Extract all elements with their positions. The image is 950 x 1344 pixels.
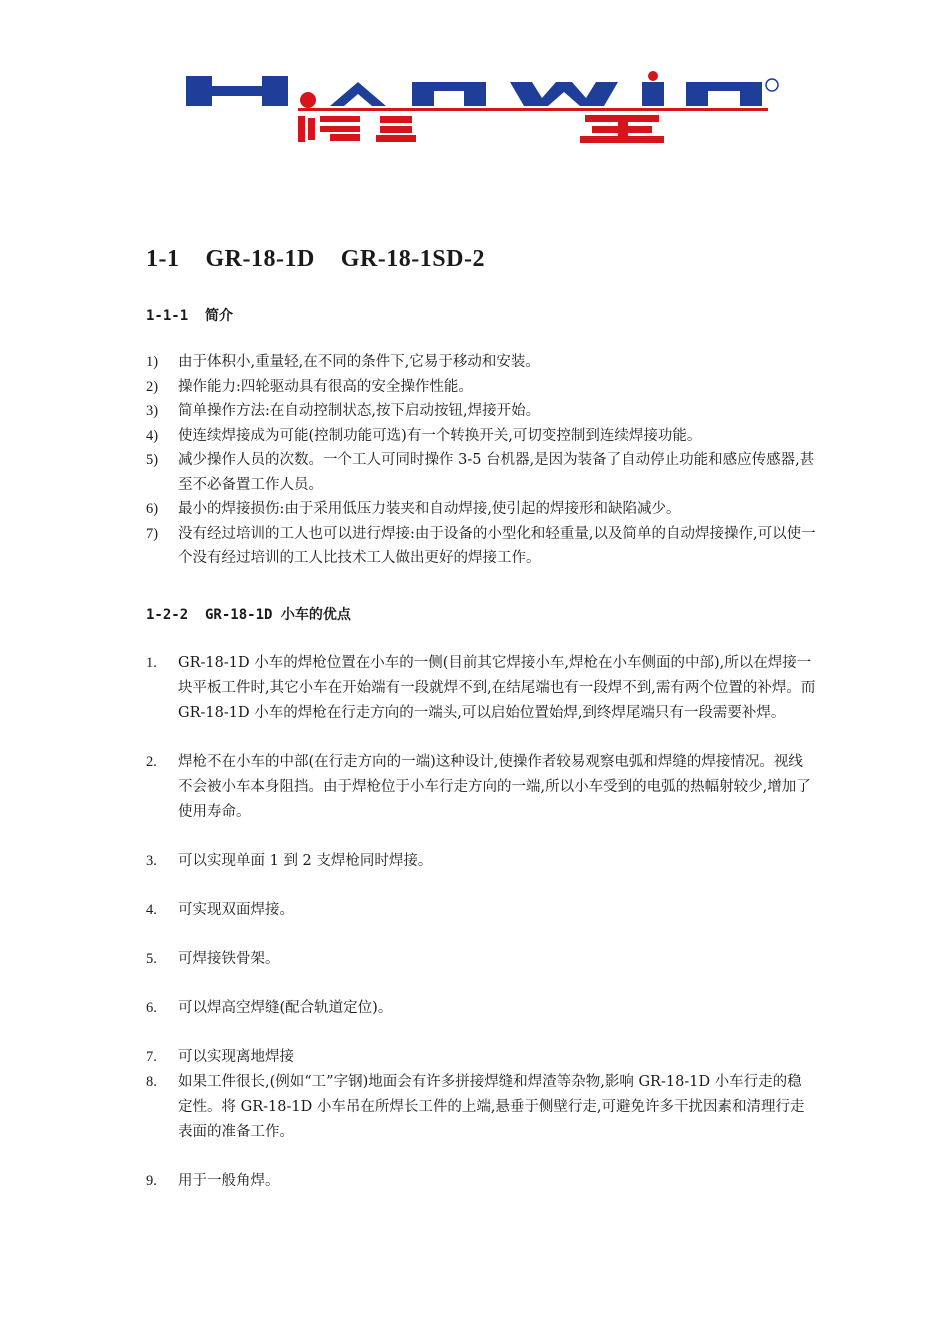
list-item bbox=[146, 1169, 816, 1194]
list-item bbox=[146, 497, 816, 522]
item-number: 6) bbox=[146, 501, 159, 517]
item-number: 9. bbox=[146, 1173, 157, 1189]
list-item bbox=[146, 350, 816, 375]
item-text: 焊枪不在小车的中部(在行走方向的一端)这种设计,使操作者较易观察电弧和焊缝的焊接情况。视线不会被小车本身阻挡。由于焊枪位于小车行走方向的一端,所以小车受到的电弧的热幅射较少,增加了使用寿命。 bbox=[178, 754, 811, 820]
item-number: 5) bbox=[146, 452, 159, 468]
item-text: 可实现双面焊接。 bbox=[178, 902, 294, 918]
advantages-heading: 1-2-2 GR-18-1D 小车的优点 bbox=[146, 607, 351, 623]
item-number: 1. bbox=[146, 655, 157, 671]
list-item bbox=[146, 399, 816, 424]
item-text: 减少操作人员的次数。一个工人可同时操作 3-5 台机器,是因为装备了自动停止功能和感应传感器,甚至不必备置工作人员。 bbox=[178, 452, 815, 493]
list-item bbox=[146, 947, 816, 972]
list-item bbox=[146, 849, 816, 874]
item-text: 操作能力:四轮驱动具有很高的安全操作性能。 bbox=[178, 378, 473, 395]
advantages-list bbox=[146, 651, 816, 1218]
list-item bbox=[146, 1045, 816, 1070]
item-text: 如果工件很长,(例如“工”字钢)地面会有许多拼接焊缝和焊渣等杂物,影响 GR-18-1D 小车行走的稳定性。将 GR-18-1D 小车吊在所焊长工件的上端,悬垂于侧壁行走,可避免许多干扰因素和清理行走表面的准备工作。 bbox=[178, 1074, 805, 1140]
item-number: 3) bbox=[146, 403, 159, 419]
item-text: 用于一般角焊。 bbox=[178, 1173, 280, 1189]
list-item bbox=[146, 750, 816, 825]
list-item bbox=[146, 898, 816, 923]
item-number: 4) bbox=[146, 427, 159, 444]
list-item bbox=[146, 375, 816, 400]
list-item bbox=[146, 1070, 816, 1145]
list-item bbox=[146, 996, 816, 1021]
item-number: 3. bbox=[146, 853, 157, 869]
list-item bbox=[146, 651, 816, 726]
list-item bbox=[146, 522, 816, 571]
item-number: 6. bbox=[146, 1000, 157, 1016]
item-number: 7) bbox=[146, 525, 159, 542]
section-heading: 1-1 GR-18-1D GR-18-1SD-2 bbox=[146, 246, 485, 272]
item-number: 5. bbox=[146, 951, 157, 967]
item-text: GR-18-1D 小车的焊枪位置在小车的一侧(目前其它焊接小车,焊枪在小车侧面的中部),所以在焊接一块平板工件时,其它小车在开始端有一段就焊不到,在结尾端也有一段焊不到,需有两个位置的补焊。而 GR-18-1D 小车的焊枪在行走方向的一端头,可以启始位置始焊,到终焊尾端只有一段需要补焊。 bbox=[178, 655, 816, 721]
item-text: 使连续焊接成为可能(控制功能可选)有一个转换开关,可切变控制到连续焊接功能。 bbox=[178, 427, 702, 444]
item-text: 简单操作方法:在自动控制状态,按下启动按钮,焊接开始。 bbox=[178, 403, 541, 419]
item-text: 可焊接铁骨架。 bbox=[178, 951, 280, 967]
item-text: 可以焊高空焊缝(配合轨道定位)。 bbox=[178, 1000, 393, 1016]
item-text: 可以实现单面 1 到 2 支焊枪同时焊接。 bbox=[178, 853, 433, 869]
item-number: 2) bbox=[146, 378, 159, 395]
item-number: 7. bbox=[146, 1049, 157, 1065]
item-text: 最小的焊接损伤:由于采用低压力装夹和自动焊接,使引起的焊接形和缺陷减少。 bbox=[178, 501, 681, 517]
hanwin-logo bbox=[180, 68, 785, 150]
intro-heading: 1-1-1 简介 bbox=[146, 308, 234, 324]
hanwin-logo-graphic bbox=[180, 68, 785, 150]
item-number: 4. bbox=[146, 902, 157, 918]
list-item bbox=[146, 424, 816, 449]
item-text: 没有经过培训的工人也可以进行焊接:由于设备的小型化和轻重量,以及简单的自动焊接操作,可以使一个没有经过培训的工人比技术工人做出更好的焊接工作。 bbox=[178, 525, 816, 566]
list-item bbox=[146, 448, 816, 497]
item-number: 8. bbox=[146, 1074, 157, 1090]
item-text: 可以实现离地焊接 bbox=[178, 1049, 294, 1065]
item-number: 2. bbox=[146, 754, 157, 770]
item-number: 1) bbox=[146, 354, 159, 370]
intro-list bbox=[146, 350, 816, 571]
item-text: 由于体积小,重量轻,在不同的条件下,它易于移动和安装。 bbox=[178, 354, 540, 370]
